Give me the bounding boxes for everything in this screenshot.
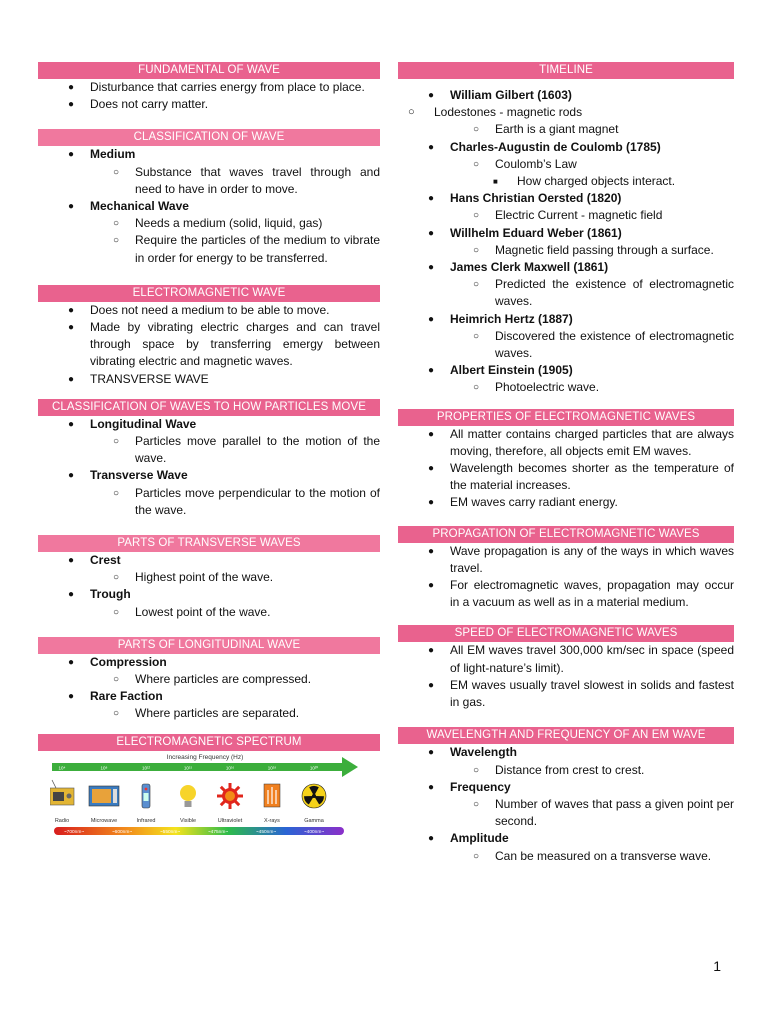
list-item-text: Earth is a giant magnet (495, 122, 619, 137)
axis-label: Increasing Frequency (Hz) (166, 753, 244, 761)
bullet-list (38, 552, 380, 621)
hollow-bullet-icon: ○ (473, 279, 480, 291)
list-item (38, 671, 380, 688)
list-item (398, 328, 734, 362)
list-item-text: Transverse Wave (90, 468, 188, 483)
section-electromagnetic-spectrum (38, 734, 380, 843)
list-item-text: Wave propagation is any of the ways in which waves travel. (450, 543, 734, 575)
list-item (38, 319, 380, 371)
bullet-list (398, 79, 734, 397)
list-item (38, 146, 380, 163)
section-header: WAVELENGTH AND FREQUENCY OF AN EM WAVE (398, 727, 734, 744)
band-label: Visible (179, 817, 197, 824)
bullet-icon: ● (68, 555, 75, 567)
list-item-text: Does not carry matter. (90, 97, 209, 112)
radio-icon (50, 780, 74, 805)
bullet-icon: ● (68, 82, 75, 93)
list-item-text: Coulomb’s Law (495, 156, 577, 171)
bullet-list (398, 642, 734, 711)
list-item-text: Rare Faction (90, 689, 163, 704)
list-item (398, 762, 734, 779)
hollow-bullet-icon: ○ (473, 798, 480, 810)
frequency-exponent: 10²⁰ (309, 765, 319, 771)
bullet-icon: ● (428, 428, 435, 440)
wavelength-label: ~550nm~ (159, 829, 181, 835)
bullet-list (38, 654, 380, 723)
bulb-icon (180, 785, 196, 807)
bullet-icon: ● (428, 313, 435, 325)
section-propagation-of-electromagnetic-waves (398, 526, 734, 612)
list-item-text: Electric Current - magnetic field (495, 208, 663, 223)
list-item (38, 232, 380, 266)
hollow-bullet-icon: ○ (473, 124, 480, 136)
list-item-text: Substance that waves travel through and need to have in order to move. (135, 164, 380, 196)
list-item-text: Number of waves that pass a given point per second. (495, 796, 734, 829)
band-label: X-rays (264, 817, 280, 824)
list-item (398, 362, 734, 379)
list-item-text (434, 79, 734, 87)
bullet-icon: ● (428, 679, 435, 691)
bullet-icon: ● (428, 781, 435, 793)
bullet-icon: ● (68, 201, 75, 213)
list-item (398, 426, 734, 460)
list-item-text: Wavelength becomes shorter as the temperature of the material increases. (450, 461, 734, 493)
bullet-icon: ● (68, 149, 75, 161)
bullet-icon: ● (428, 141, 435, 153)
list-item (38, 569, 380, 586)
section-parts-of-longitudinal-wave (38, 637, 380, 723)
list-item (398, 79, 734, 87)
list-item-text: Photoelectric wave. (495, 380, 600, 395)
right-column (398, 62, 734, 876)
bullet-list (398, 744, 734, 864)
hollow-bullet-icon: ○ (408, 106, 415, 119)
section-header: ELECTROMAGNETIC SPECTRUM (38, 734, 380, 751)
list-item (38, 416, 380, 433)
list-item-text: Trough (90, 587, 131, 602)
band-label: Infrared (136, 817, 156, 824)
wavelength-rainbow-bar (54, 827, 344, 835)
hollow-bullet-icon: ○ (113, 708, 120, 720)
list-item-text: Longitudinal Wave (90, 416, 197, 431)
list-item (398, 104, 734, 121)
list-item-text: Distance from crest to crest. (495, 762, 645, 777)
bullet-icon: ● (428, 833, 435, 845)
list-item (398, 139, 734, 156)
hollow-bullet-icon: ○ (113, 218, 120, 230)
hollow-bullet-icon: ○ (473, 158, 480, 170)
hollow-bullet-icon: ○ (473, 382, 480, 394)
section-speed-of-electromagnetic-waves (398, 625, 734, 711)
section-timeline (398, 62, 734, 397)
list-item-text: All matter contains charged particles that are always moving, therefore, all objects emit EM waves. (450, 426, 734, 458)
list-item-text: Made by vibrating electric charges and can travel through space by transferring emergy between vibrating electric and magnetic waves. (90, 320, 380, 369)
bullet-icon: ● (428, 463, 435, 475)
bullet-list (398, 543, 734, 612)
band-label: Radio (54, 817, 70, 824)
list-item (38, 552, 380, 569)
section-header: TIMELINE (398, 62, 734, 79)
section-parts-of-transverse-waves (38, 535, 380, 621)
list-item (398, 242, 734, 259)
hollow-bullet-icon: ○ (113, 235, 120, 247)
list-item-text: Lodestones - magnetic rods (434, 105, 583, 120)
list-item (38, 654, 380, 671)
band-label: Microwave (90, 817, 118, 824)
list-item-text: James Clerk Maxwell (1861) (450, 260, 609, 275)
list-item (398, 744, 734, 761)
bullet-icon: ● (428, 193, 435, 205)
list-item-text: Frequency (450, 779, 511, 794)
hollow-bullet-icon: ○ (113, 487, 120, 499)
hand-xray-icon (264, 784, 280, 807)
list-item-text: EM waves carry radiant energy. (450, 495, 618, 510)
bullet-list (38, 146, 380, 266)
list-item (38, 604, 380, 621)
list-item-text: Can be measured on a transverse wave. (495, 848, 712, 863)
list-item (38, 215, 380, 232)
list-item (398, 276, 734, 310)
section-header: FUNDAMENTAL OF WAVE (38, 62, 380, 79)
list-item-text: Where particles are separated. (135, 706, 300, 721)
bullet-icon: ● (68, 99, 75, 111)
microwave-icon (89, 786, 119, 806)
bullet-list (38, 302, 380, 388)
hollow-bullet-icon: ○ (113, 606, 120, 618)
section-header: PARTS OF LONGITUDINAL WAVE (38, 637, 380, 654)
list-item (38, 164, 380, 198)
bullet-icon: ● (428, 545, 435, 557)
list-item (398, 156, 734, 173)
hollow-bullet-icon: ○ (113, 166, 120, 178)
list-item (398, 259, 734, 276)
list-item (398, 190, 734, 207)
list-item (398, 779, 734, 796)
list-item (38, 688, 380, 705)
list-item-text: Amplitude (450, 831, 509, 846)
section-header: PROPERTIES OF ELECTROMAGNETIC WAVES (398, 409, 734, 426)
list-item (398, 848, 734, 865)
list-item (398, 87, 734, 104)
radiation-icon (302, 784, 326, 808)
bullet-icon: ● (68, 691, 75, 703)
list-item (398, 207, 734, 224)
hollow-bullet-icon: ○ (473, 210, 480, 222)
wavelength-label: ~450nm~ (255, 829, 277, 835)
bullet-icon: ● (68, 418, 75, 430)
list-item-text: Magnetic field passing through a surface. (495, 242, 714, 257)
bullet-icon: ● (68, 656, 75, 668)
bullet-icon: ● (68, 304, 75, 316)
list-item-text: How charged objects interact. (517, 174, 676, 189)
section-fundamental-of-wave (38, 62, 380, 113)
list-item-text: TRANSVERSE WAVE (90, 371, 209, 386)
list-item-text: Particles move parallel to the motion of the wave. (135, 434, 380, 466)
list-item (398, 796, 734, 830)
section-electromagnetic-wave (38, 285, 380, 388)
frequency-exponent: 10¹⁶ (225, 765, 235, 771)
frequency-arrow-head-icon (342, 757, 358, 777)
frequency-exponent: 10¹⁵ (183, 765, 193, 771)
list-item (38, 96, 380, 113)
list-item-text: William Gilbert (1603) (450, 88, 572, 102)
section-header: PROPAGATION OF ELECTROMAGNETIC WAVES (398, 526, 734, 543)
section-header: SPEED OF ELECTROMAGNETIC WAVES (398, 625, 734, 642)
list-item-text: Wavelength (450, 745, 517, 760)
bullet-icon: ● (68, 322, 75, 334)
list-item (398, 494, 734, 511)
list-item-text: Hans Christian Oersted (1820) (450, 191, 622, 206)
list-item (398, 543, 734, 577)
section-classification-of-wave (38, 129, 380, 266)
list-item (38, 198, 380, 215)
section-properties-of-electromagnetic-waves (398, 409, 734, 512)
bullet-icon: ● (428, 747, 435, 759)
bullet-list (38, 416, 380, 519)
wavelength-label: ~400nm~ (303, 829, 325, 835)
bullet-icon: ● (68, 373, 75, 385)
list-item-text: Compression (90, 654, 167, 669)
list-item-text: All EM waves travel 300,000 km/sec in space (speed of light-nature’s limit). (450, 643, 734, 675)
list-item (38, 371, 380, 388)
list-item-text: Mechanical Wave (90, 199, 189, 214)
list-item-text: Lowest point of the wave. (135, 604, 271, 619)
list-item-text: For electromagnetic waves, propagation may occur in a vacuum as well as in a material medium. (450, 578, 734, 610)
bullet-icon: ● (428, 227, 435, 239)
remote-icon (142, 784, 150, 808)
section-classification-of-waves-to-how-particles-move (38, 399, 380, 519)
wavelength-label: ~600nm~ (111, 829, 133, 835)
wavelength-label: ~475nm~ (207, 829, 229, 835)
list-item (398, 379, 734, 396)
list-item-text: Albert Einstein (1905) (450, 363, 573, 378)
list-item (398, 173, 734, 190)
list-item-text: Charles-Augustin de Coulomb (1785) (450, 139, 661, 154)
list-item (398, 642, 734, 676)
list-item-text: Needs a medium (solid, liquid, gas) (135, 216, 323, 231)
hollow-bullet-icon: ○ (473, 330, 480, 342)
bullet-list (38, 79, 380, 113)
bullet-icon: ● (428, 365, 435, 377)
frequency-exponent: 10⁴ (58, 765, 66, 771)
square-bullet-icon: ■ (493, 177, 498, 187)
bullet-icon: ● (428, 580, 435, 592)
frequency-arrow-bar (52, 763, 344, 771)
list-item (38, 467, 380, 484)
list-item (38, 485, 380, 519)
hollow-bullet-icon: ○ (113, 572, 120, 584)
bullet-icon: ● (428, 497, 435, 509)
list-item-text: Heimrich Hertz (1887) (450, 311, 573, 326)
list-item (398, 460, 734, 494)
bullet-list (398, 426, 734, 512)
bullet-icon: ● (428, 262, 435, 274)
bullet-icon: ● (428, 90, 435, 101)
band-label: Ultraviolet (217, 817, 243, 824)
list-item (38, 79, 380, 96)
section-header: PARTS OF TRANSVERSE WAVES (38, 535, 380, 552)
list-item-text: Particles move perpendicular to the motion of the wave. (135, 485, 380, 517)
list-item (398, 225, 734, 242)
list-item (38, 433, 380, 467)
hollow-bullet-icon: ○ (473, 764, 480, 776)
sun-icon (217, 783, 243, 809)
hollow-bullet-icon: ○ (473, 244, 480, 256)
band-label: Gamma (304, 817, 324, 824)
section-header: CLASSIFICATION OF WAVE (38, 129, 380, 146)
section-header: CLASSIFICATION OF WAVES TO HOW PARTICLES MOVE (38, 399, 380, 416)
list-item (398, 577, 734, 611)
frequency-exponent: 10¹² (141, 765, 151, 771)
hollow-bullet-icon: ○ (113, 436, 120, 448)
list-item-text: EM waves usually travel slowest in solids and fastest in gas. (450, 677, 734, 710)
list-item-text: Predicted the existence of electromagnetic waves. (495, 277, 734, 309)
section-header: ELECTROMAGNETIC WAVE (38, 285, 380, 302)
list-item (398, 677, 734, 711)
list-item-text: Does not need a medium to be able to move. (90, 302, 330, 317)
list-item (398, 311, 734, 328)
list-item (38, 586, 380, 603)
list-item (398, 121, 734, 138)
hollow-bullet-icon: ○ (473, 850, 480, 862)
list-item (38, 302, 380, 319)
list-item (398, 830, 734, 847)
spectrum-diagram (50, 751, 370, 843)
list-item-text: Discovered the existence of electromagnetic waves. (495, 328, 734, 361)
hollow-bullet-icon: ○ (113, 674, 120, 686)
bullet-icon: ● (428, 645, 435, 657)
wavelength-label: ~700nm~ (63, 829, 85, 835)
list-item-text: Disturbance that carries energy from place to place. (90, 80, 365, 94)
left-column (38, 62, 380, 843)
bullet-icon: ● (68, 470, 75, 482)
page-number: 1 (713, 958, 721, 974)
list-item-text: Medium (90, 147, 136, 162)
list-item-text: Require the particles of the medium to vibrate in order for energy to be transferred. (135, 233, 380, 265)
list-item (38, 705, 380, 722)
frequency-exponent: 10⁸ (100, 765, 108, 771)
frequency-exponent: 10¹⁸ (267, 765, 277, 771)
bullet-icon: ● (68, 589, 75, 601)
list-item-text: Where particles are compressed. (135, 672, 312, 687)
list-item-text: Willhelm Eduard Weber (1861) (450, 225, 622, 240)
section-wavelength-and-frequency-of-an-em-wave (398, 727, 734, 864)
list-item-text: Highest point of the wave. (135, 570, 274, 585)
list-item-text: Crest (90, 553, 121, 568)
